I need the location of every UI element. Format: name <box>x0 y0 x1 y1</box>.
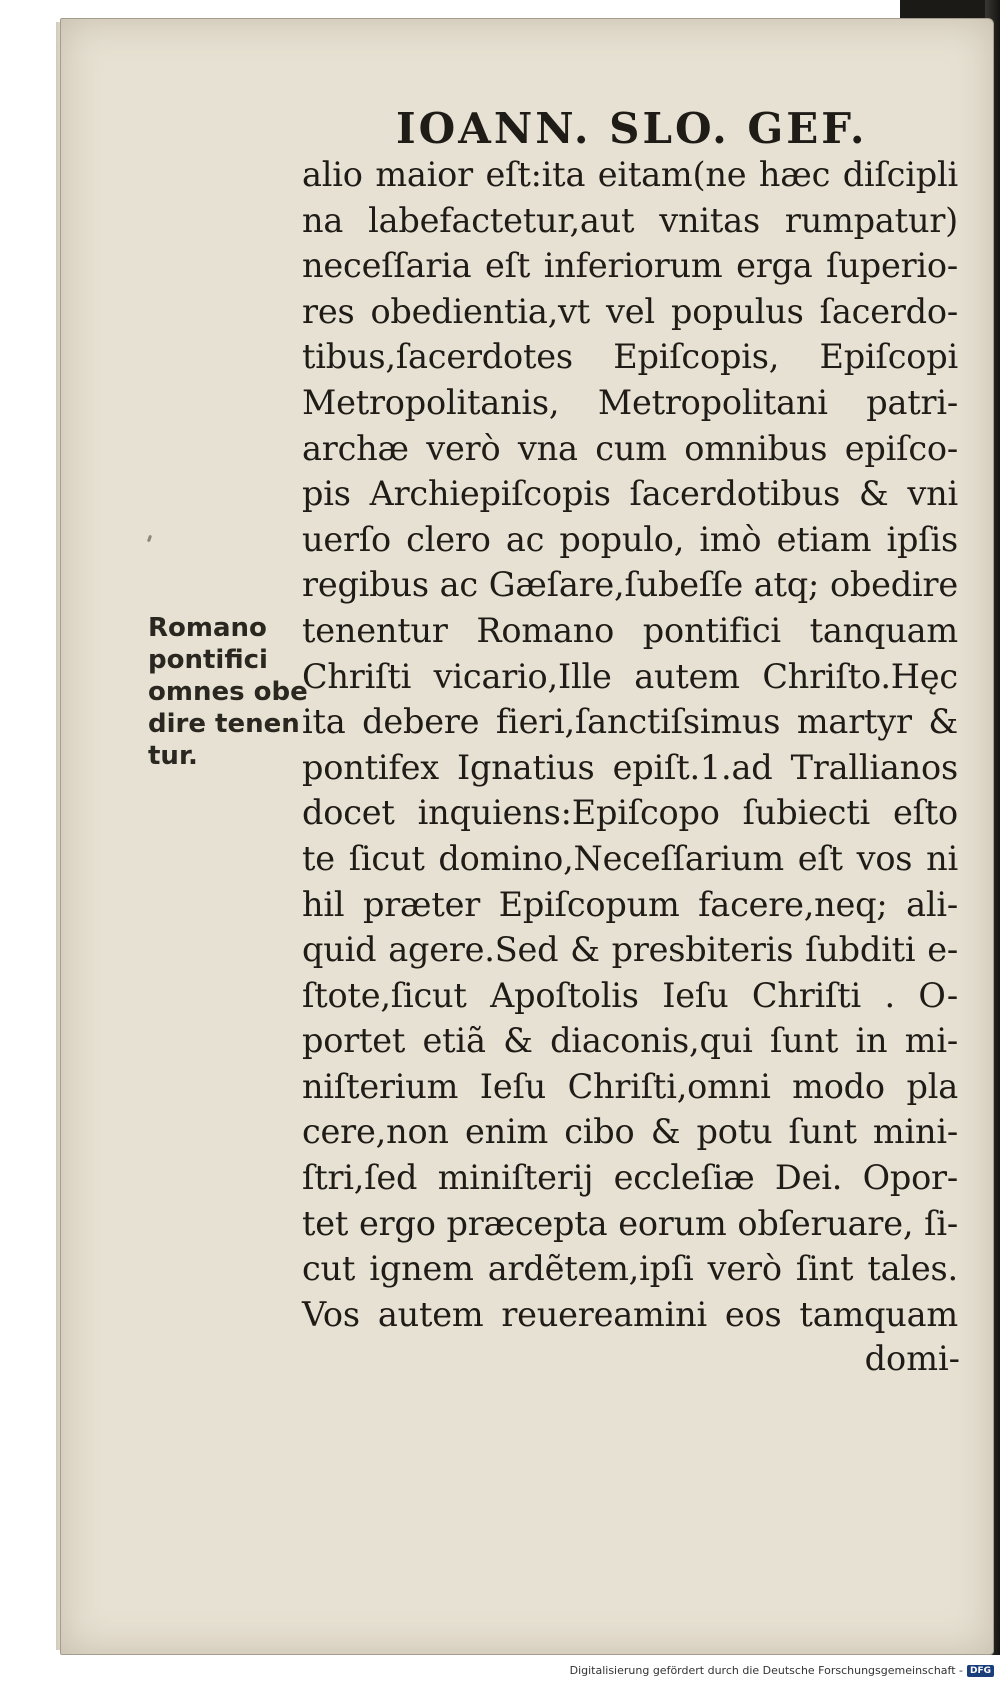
text-line: uerſo clero ac populo, imò etiam ipſis <box>302 519 958 559</box>
running-head: IOANN. SLO. GEF. <box>396 104 868 153</box>
marginal-note <box>148 612 308 772</box>
marginal-note-line: Romano <box>148 613 267 643</box>
body-text <box>302 152 958 1337</box>
text-line: neceſſaria eſt inferiorum erga ſuperio- <box>302 246 958 286</box>
text-line: cere,non enim cibo & potu ſunt mini- <box>302 1112 958 1152</box>
text-line: Vos autem reuereamini eos tamquam <box>302 1294 958 1334</box>
text-line: Metropolitanis, Metropolitani patri- <box>302 382 958 422</box>
text-line: te ſicut domino,Neceſſarium eſt vos ni <box>302 838 958 878</box>
text-line: archæ verò vna cum omnibus epiſco- <box>302 428 958 468</box>
text-line: Chriſti vicario,Ille autem Chriſto.Hęc <box>302 656 958 696</box>
text-line: pis Archiepiſcopis ſacerdotibus & vni <box>302 474 958 514</box>
dfg-logo: DFG <box>967 1665 994 1677</box>
digitization-credit <box>570 1664 994 1677</box>
text-line: niſterium Ieſu Chriſti,omni modo pla <box>302 1066 958 1106</box>
text-line: quid agere.Sed & presbiteris ſubditi e- <box>302 930 958 970</box>
text-line: na labefactetur,aut vnitas rumpatur) <box>302 200 958 240</box>
text-line: tet ergo præcepta eorum obſeruare, ſi- <box>302 1203 958 1243</box>
text-line: cut ignem ardẽtem,ipſi verò ſint tales. <box>302 1249 958 1289</box>
text-line: regibus ac Gæſare,ſubeſſe atq; obedire <box>302 565 958 605</box>
text-line: res obedientia,vt vel populus ſacerdo- <box>302 291 958 331</box>
text-line: ſtote,ſicut Apoſtolis Ieſu Chriſti . O- <box>302 975 958 1015</box>
text-line: ita debere fieri,ſanctiſsimus martyr & <box>302 702 958 742</box>
marginal-note-line: dire tenen <box>148 709 300 739</box>
marginal-note-line: pontifici <box>148 645 268 675</box>
text-line: pontifex Ignatius epiſt.1.ad Trallianos <box>302 747 958 787</box>
text-line: alio maior eſt:ita eitam(ne hæc diſcipli <box>302 155 958 194</box>
text-line: tenentur Romano pontifici tanquam <box>302 610 958 650</box>
marginal-note-line: tur. <box>148 741 198 771</box>
text-line: docet inquiens:Epiſcopo ſubiecti eſto <box>302 793 958 833</box>
marginal-note-line: omnes obe <box>148 677 308 707</box>
text-line: hil præter Epiſcopum facere,neq; ali- <box>302 884 958 924</box>
text-line: ſtri,ſed miniſterij eccleſiæ Dei. Opor- <box>302 1158 958 1198</box>
catchword: domi- <box>864 1339 960 1378</box>
text-line: tibus,ſacerdotes Epiſcopis, Epiſcopi <box>302 337 958 377</box>
text-line: portet etiã & diaconis,qui ſunt in mi- <box>302 1021 958 1061</box>
credit-text: Digitalisierung gefördert durch die Deutsche Forschungsgemeinschaft - <box>569 1664 963 1677</box>
